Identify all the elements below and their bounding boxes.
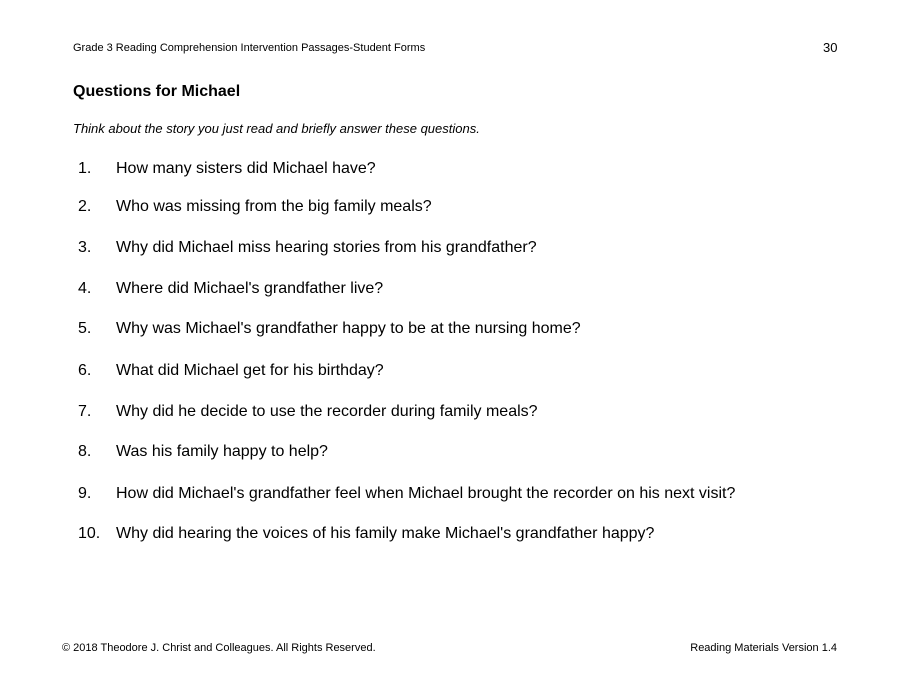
version-label: Reading Materials Version 1.4: [690, 642, 837, 654]
question-item: [0, 238, 880, 258]
document-title: Grade 3 Reading Comprehension Intervention Passages-Student Forms: [73, 42, 426, 54]
question-number: 9.: [78, 485, 92, 502]
question-text: What did Michael get for his birthday?: [116, 362, 384, 379]
copyright-notice: © 2018 Theodore J. Christ and Colleagues. All Rights Reserved.: [62, 642, 376, 654]
question-text: Where did Michael's grandfather live?: [116, 280, 384, 297]
page-number: 30: [823, 40, 838, 55]
question-item: [0, 159, 880, 179]
question-number: 10.: [78, 525, 101, 542]
question-item: [0, 279, 880, 299]
question-item: [0, 319, 880, 339]
question-text: How many sisters did Michael have?: [116, 160, 376, 177]
question-text: Why did hearing the voices of his family make Michael's grandfather happy?: [116, 525, 655, 542]
question-number: 5.: [78, 320, 92, 337]
question-text: Was his family happy to help?: [116, 443, 328, 460]
section-heading: Questions for Michael: [73, 83, 241, 100]
question-item: [0, 361, 880, 381]
question-item: [0, 402, 880, 422]
question-number: 4.: [78, 280, 92, 297]
question-number: 3.: [78, 239, 92, 256]
question-text: Why did he decide to use the recorder during family meals?: [116, 403, 538, 420]
question-item: [0, 442, 880, 462]
question-text: Who was missing from the big family meals?: [116, 198, 432, 215]
question-number: 2.: [78, 198, 92, 215]
question-text: How did Michael's grandfather feel when Michael brought the recorder on his next visit?: [116, 485, 736, 502]
question-number: 7.: [78, 403, 92, 420]
question-item: [0, 197, 880, 217]
question-number: 6.: [78, 362, 92, 379]
question-text: Why did Michael miss hearing stories from his grandfather?: [116, 239, 537, 256]
instructions-text: Think about the story you just read and briefly answer these questions.: [73, 121, 480, 136]
question-item: [0, 524, 880, 544]
question-number: 8.: [78, 443, 92, 460]
question-text: Why was Michael's grandfather happy to be at the nursing home?: [116, 320, 581, 337]
question-item: [0, 484, 880, 504]
question-number: 1.: [78, 160, 92, 177]
